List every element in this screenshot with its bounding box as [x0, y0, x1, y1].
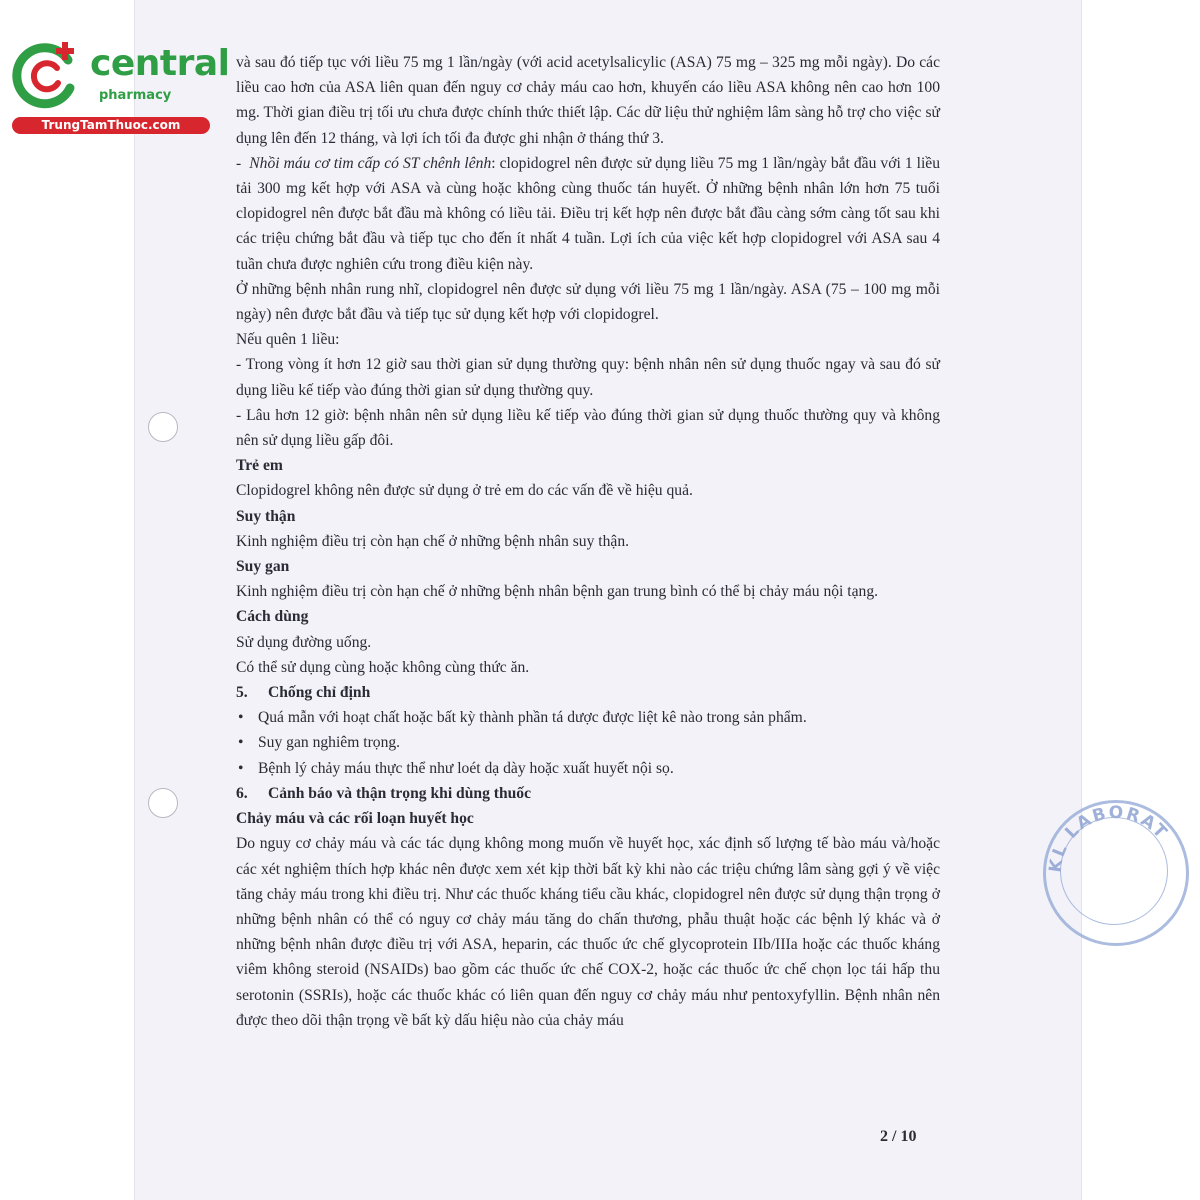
section-5-heading [236, 680, 940, 705]
bullet-icon: • [238, 759, 244, 777]
logo-subtitle: pharmacy [99, 88, 172, 103]
stemi-heading: Nhồi máu cơ tim cấp có ST chênh lênh [249, 154, 492, 172]
paragraph-dosing-continued: và sau đó tiếp tục với liều 75 mg 1 lần/ngày (với acid acetylsalicylic (ASA) 75 mg – 325 mg mỗi ngày). Do các liều cao hơn của ASA liên quan đến nguy cơ chảy máu cao hơn, khuyến cáo liều ASA không nên cao hơn 100 mg. Thời gian điều trị tối ưu chưa được chính thức thiết lập. Các dữ liệu thử nghiệm lâm sàng hỗ trợ cho việc sử dụng lên đến 12 tháng, và lợi ích tối đa được ghi nhận ở tháng thứ 3. [236, 54, 940, 147]
punch-hole-lower [148, 788, 178, 818]
contraindication-item [236, 756, 940, 781]
paragraph-children: Clopidogrel không nên được sử dụng ở trẻ em do các vấn đề về hiệu quả. [236, 482, 693, 500]
paragraph-with-food: Có thể sử dụng cùng hoặc không cùng thức ăn. [236, 658, 530, 676]
logo-brand-name: central [90, 43, 230, 84]
pharmacy-cross-icon [10, 38, 84, 112]
punch-hole-upper [148, 412, 178, 442]
section-number: 6. [236, 784, 248, 802]
svg-text:KL LABORAT: KL LABORAT [1046, 803, 1172, 874]
paragraph-atrial-fibrillation: Ở những bệnh nhân rung nhĩ, clopidogrel nên được sử dụng với liều 75 mg 1 lần/ngày. ASA (75 – 100 mg mỗi ngày) nên được bắt đầu và tiếp tục sử dụng kết hợp với clopidogrel. [236, 280, 940, 324]
stemi-text: : clopidogrel nên được sử dụng liều 75 mg 1 lần/ngày bắt đầu với 1 liều tải 300 mg kết hợp với ASA và cùng hoặc không cùng thuốc tán huyết. Ở những bệnh nhân lớn hơn 75 tuổi clopidogrel nên được bắt đầu mà không có liều tải. Điều trị kết hợp nên được bắt đầu càng sớm càng tốt sau khi các triệu chứng bắt đầu và tiếp tục cho đến ít nhất 4 tuần. Lợi ích của việc kết hợp clopidogrel với ASA sau 4 tuần chưa được nghiên cứu trong điều kiện này. [236, 154, 941, 273]
contraindication-text: Quá mẫn với hoạt chất hoặc bất kỳ thành phần tá dược được liệt kê nào trong sản phẩm. [258, 709, 807, 727]
paragraph-stemi [236, 151, 940, 277]
page-number: 2 / 10 [880, 1128, 917, 1145]
paragraph-missed-dose: Nếu quên 1 liều: [236, 331, 340, 349]
section-title: Cảnh báo và thận trọng khi dùng thuốc [268, 784, 532, 802]
paragraph-oral-use: Sử dụng đường uống. [236, 633, 372, 651]
logo-website[interactable]: TrungTamThuoc.com [12, 117, 210, 134]
paragraph-renal-impairment: Kinh nghiệm điều trị còn hạn chế ở những bệnh nhân suy thận. [236, 532, 630, 550]
heading-renal-impairment: Suy thận [236, 507, 296, 525]
section-number: 5. [236, 684, 248, 702]
bullet-icon: • [238, 734, 244, 752]
contraindication-item [236, 730, 940, 755]
central-pharmacy-logo[interactable] [10, 38, 230, 136]
bullet-icon: • [238, 709, 244, 727]
heading-bleeding-disorders: Chảy máu và các rối loạn huyết học [236, 810, 474, 828]
section-6-heading [236, 781, 940, 806]
contraindication-item [236, 705, 940, 730]
dash-mark: - [236, 154, 242, 172]
heading-hepatic-impairment: Suy gan [236, 558, 290, 576]
paragraph-hepatic-impairment: Kinh nghiệm điều trị còn hạn chế ở những bệnh nhân bệnh gan trung bình có thể bị chảy máu nội tạng. [236, 583, 879, 601]
paragraph-missed-over-12h: - Lâu hơn 12 giờ: bệnh nhân nên sử dụng liều kế tiếp vào đúng thời gian sử dụng thuốc thường quy và không nên sử dụng liều gấp đôi. [236, 406, 940, 450]
heading-children: Trẻ em [236, 457, 283, 475]
paragraph-bleeding-warning: Do nguy cơ chảy máu và các tác dụng không mong muốn về huyết học, xác định số lượng tế bào máu và/hoặc các xét nghiệm thích hợp khác nên được xem xét kịp thời bất kỳ khi nào các triệu chứng lâm sàng gợi ý về việc tăng chảy máu trong khi điều trị. Như các thuốc kháng tiểu cầu khác, clopidogrel nên được sử dụng thận trọng ở những bệnh nhân có thể có nguy cơ chảy máu tăng do chấn thương, phẫu thuật hoặc các bệnh lý khác và ở những bệnh nhân được điều trị với ASA, heparin, các thuốc ức chế glycoprotein IIb/IIIa hoặc các thuốc kháng viêm không steroid (NSAIDs) bao gồm các thuốc ức chế COX-2, hoặc các thuốc ức chế chọn lọc tái hấp thu serotonin (SSRIs), hoặc các thuốc khác có liên quan đến nguy cơ chảy máu như pentoxyfyllin. Bệnh nhân nên được theo dõi thận trọng về bất kỳ dấu hiệu nào của chảy máu [236, 835, 940, 1029]
contraindication-text: Bệnh lý chảy máu thực thể như loét dạ dày hoặc xuất huyết nội sọ. [258, 759, 674, 777]
document-body [236, 50, 940, 1033]
stamp-lettering [1046, 803, 1186, 943]
section-title: Chống chỉ định [268, 684, 371, 702]
heading-administration: Cách dùng [236, 608, 309, 626]
contraindication-text: Suy gan nghiêm trọng. [258, 734, 401, 752]
paragraph-missed-under-12h: - Trong vòng ít hơn 12 giờ sau thời gian sử dụng thường quy: bệnh nhân nên sử dụng thuốc ngay và sau đó sử dụng liều kế tiếp vào đúng thời gian sử dụng thường quy. [236, 356, 940, 399]
laboratory-stamp [1043, 800, 1189, 946]
